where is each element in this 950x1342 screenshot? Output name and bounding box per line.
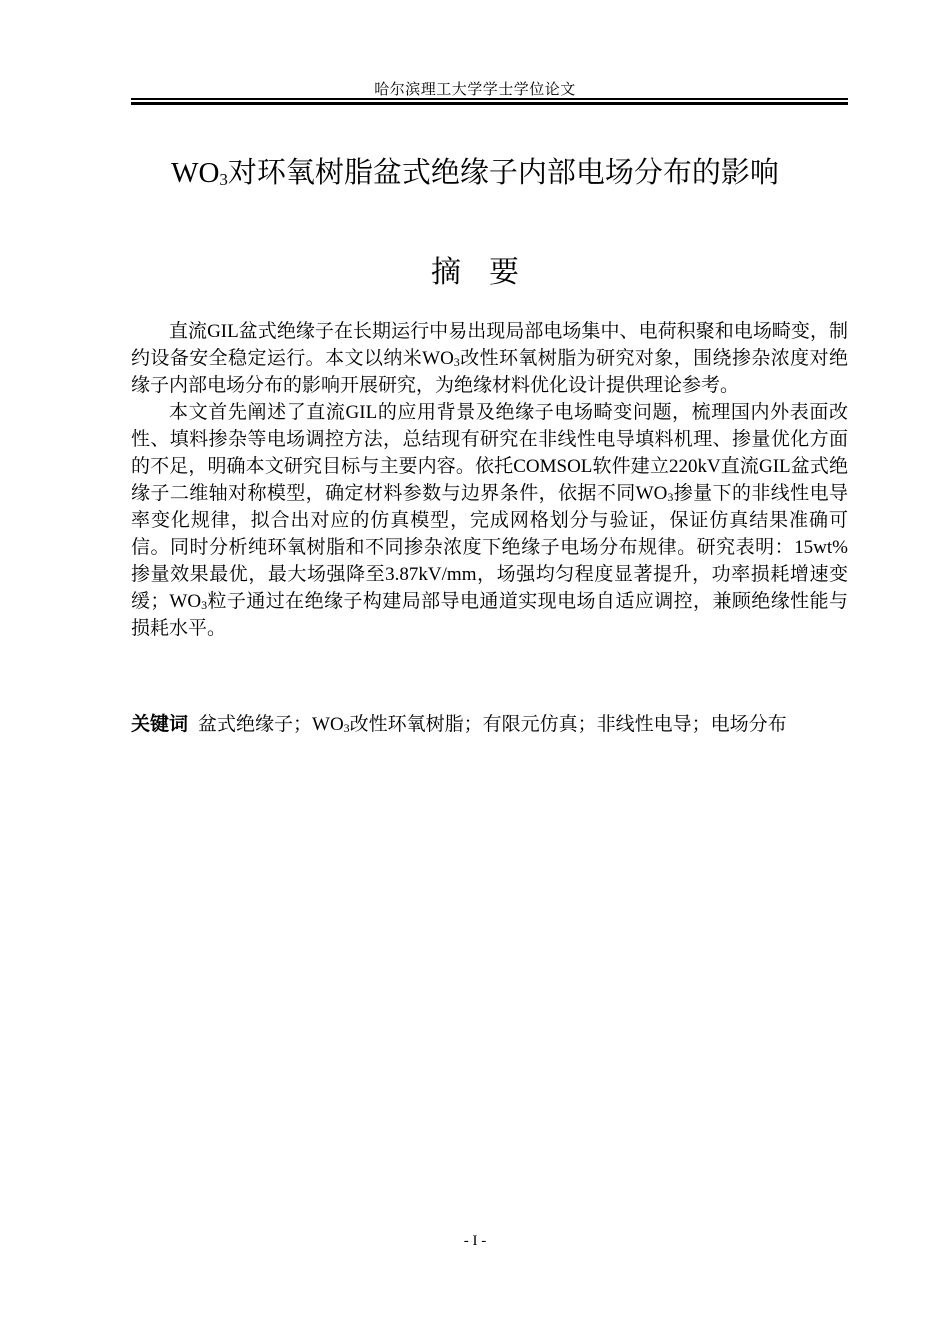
thesis-title [0, 150, 950, 191]
title-rest: 对环氧树脂盆式绝缘子内部电场分布的影响 [227, 155, 779, 189]
title-subscript: 3 [219, 170, 228, 189]
abstract-heading: 摘要 [431, 255, 547, 290]
keywords-line [131, 711, 848, 738]
keywords-text: 改性环氧树脂；有限元仿真；非线性电导；电场分布 [349, 714, 787, 735]
keywords-label: 关键词 [131, 713, 189, 735]
header-rule-thick [131, 102, 848, 105]
page-number: - I - [463, 1233, 487, 1249]
paragraph-text: 粒子通过在绝缘子构建局部导电通道实现电场自适应调控，兼顾绝缘性能与损耗水平。 [131, 591, 848, 639]
subscript: 3 [343, 721, 350, 735]
keywords-text: 盆式绝缘子；WO [198, 714, 344, 735]
abstract-paragraph-1 [131, 318, 848, 399]
title-prefix: WO [171, 157, 220, 189]
paragraph-text: 直流GIL盆式绝缘子在长期运行中易出现局部电场集中、电荷积聚和电场畸变，制约设备安全稳定运行。本文以纳米WO [131, 321, 848, 369]
running-header: 哈尔滨理工大学学士学位论文 [374, 82, 576, 98]
paragraph-text: 改性环氧树脂为研究对象，围绕掺杂浓度对绝缘子内部电场分布的影响开展研究，为绝缘材料优化设计提供理论参考。 [131, 348, 848, 396]
abstract-paragraph-2 [131, 399, 848, 642]
paragraph-text: 本文首先阐述了直流GIL的应用背景及绝缘子电场畸变问题，梳理国内外表面改性、填料掺杂等电场调控方法，总结现有研究在非线性电导填料机理、掺量优化方面的不足，明确本文研究目标与主要内容。依托COMSOL软件建立220kV直流GIL盆式绝缘子二维轴对称模型，确定材料参数与边界条件，依据不同WO [131, 402, 848, 504]
header-rule-thin [131, 98, 848, 100]
abstract-body [131, 318, 848, 642]
paragraph-text: 掺量下的非线性电导率变化规律，拟合出对应的仿真模型，完成网格划分与验证，保证仿真结果准确可信。同时分析纯环氧树脂和不同掺杂浓度下绝缘子电场分布规律。研究表明：15wt%掺量效果最优，最大场强降至3.87kV/mm，场强均匀程度显著提升，功率损耗增速变缓；WO [131, 483, 848, 612]
subscript: 3 [667, 490, 674, 504]
subscript: 3 [201, 598, 208, 612]
subscript: 3 [453, 355, 460, 369]
